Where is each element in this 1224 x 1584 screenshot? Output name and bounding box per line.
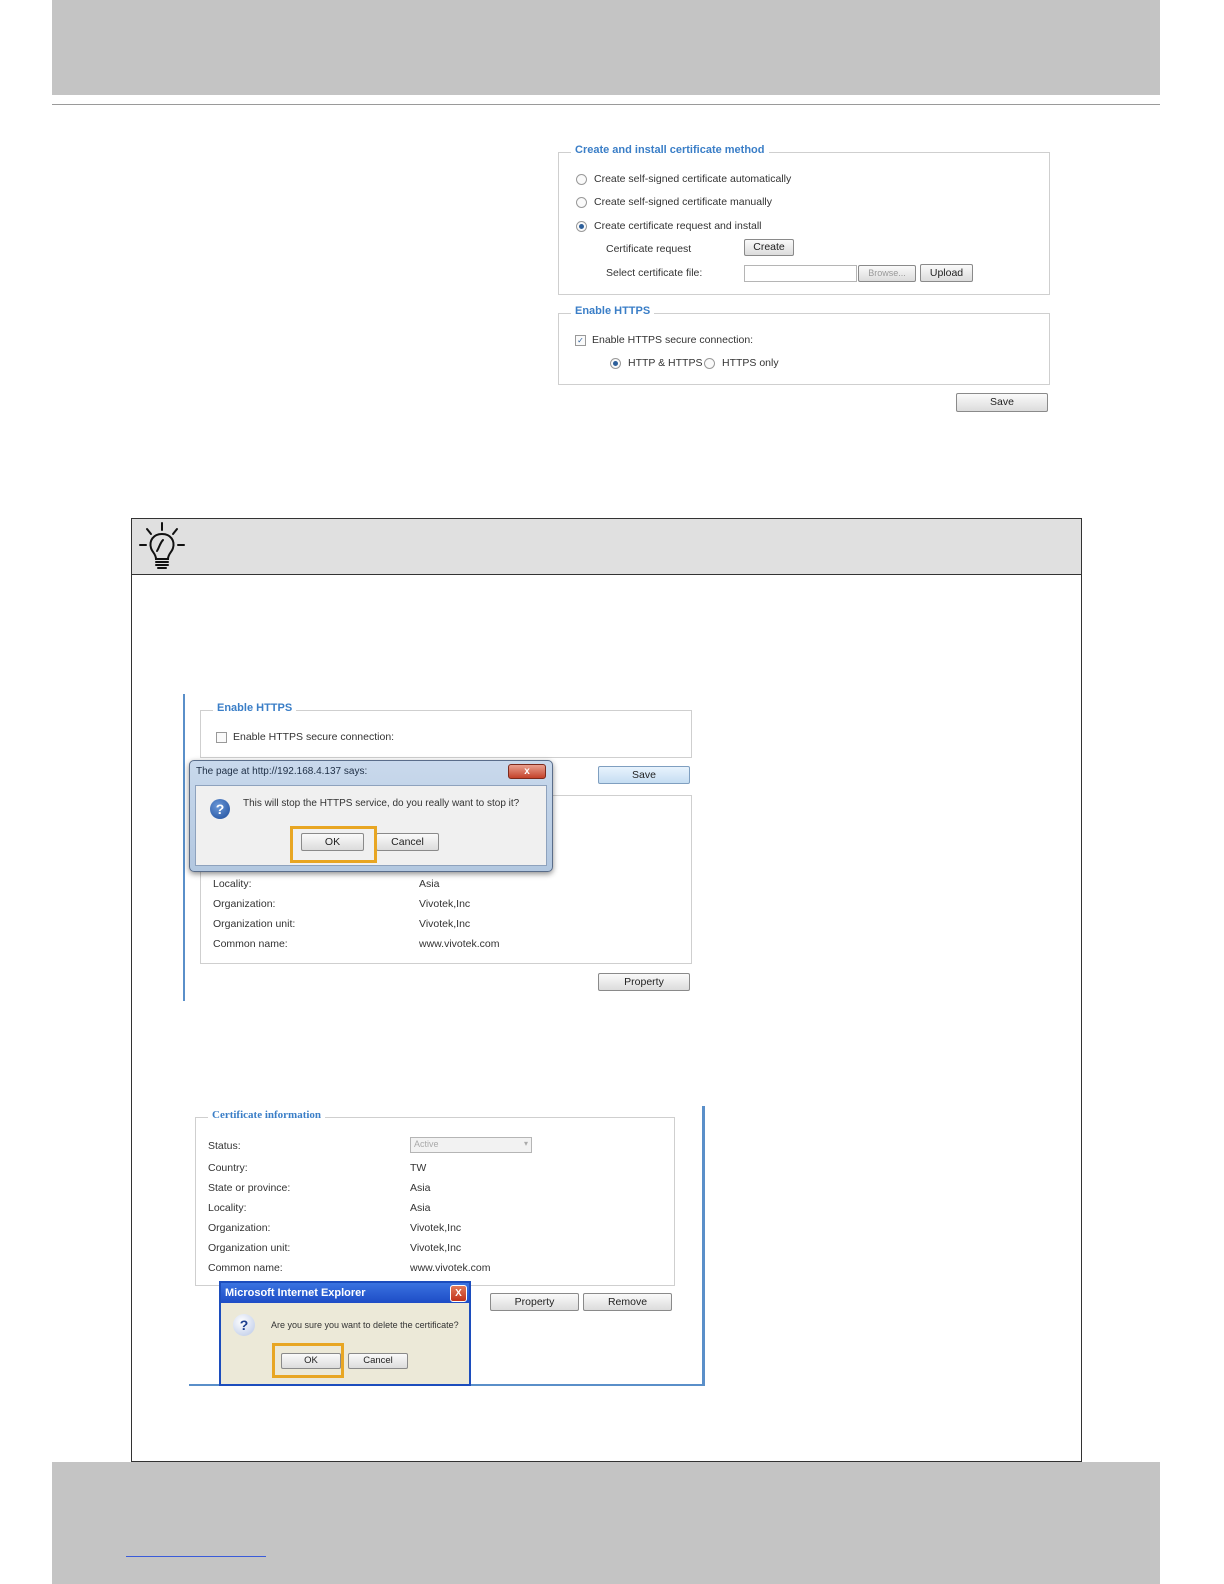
- upload-button[interactable]: Upload: [920, 264, 973, 282]
- enable-https-label: Enable HTTPS secure connection:: [233, 731, 395, 743]
- info-value: Vivotek,Inc: [410, 1242, 462, 1254]
- status-label: Status:: [208, 1140, 241, 1152]
- enable-https-panel: [200, 702, 692, 758]
- ok-highlight: [272, 1343, 344, 1378]
- info-value: TW: [410, 1162, 427, 1174]
- info-value: Asia: [410, 1202, 431, 1214]
- info-value: Asia: [410, 1182, 431, 1194]
- option-label: Create self-signed certificate manually: [594, 196, 772, 208]
- remove-button[interactable]: Remove: [583, 1293, 672, 1311]
- ok-highlight: [290, 826, 377, 863]
- mode-label: HTTP & HTTPS: [628, 357, 703, 369]
- dialog-title: Microsoft Internet Explorer: [221, 1283, 469, 1303]
- tip-box: [131, 518, 1082, 1462]
- frame-edge: [183, 694, 185, 1001]
- enable-https-checkbox-row[interactable]: [575, 334, 753, 346]
- radio-selected-icon[interactable]: [576, 221, 587, 232]
- screenshot-disable-https: [183, 694, 693, 1001]
- info-value: www.vivotek.com: [419, 938, 500, 950]
- close-icon[interactable]: X: [450, 1285, 467, 1302]
- info-value: Asia: [419, 878, 440, 890]
- page-header-bar: [52, 0, 1160, 95]
- radio-icon[interactable]: [576, 197, 587, 208]
- property-button[interactable]: Property: [598, 973, 690, 991]
- option-label: Create self-signed certificate automatically: [594, 173, 792, 185]
- mode-label: HTTPS only: [722, 357, 779, 369]
- info-label: Country:: [208, 1162, 248, 1174]
- info-value: Vivotek,Inc: [419, 918, 471, 930]
- close-icon[interactable]: x: [508, 764, 546, 779]
- info-label: Common name:: [213, 938, 288, 950]
- tip-header: [132, 519, 1081, 575]
- lightbulb-icon: [136, 521, 188, 573]
- option-label: Create certificate request and install: [594, 220, 762, 232]
- question-icon: ?: [210, 799, 230, 819]
- dialog-message: This will stop the HTTPS service, do you really want to stop it?: [243, 798, 520, 809]
- info-label: Organization:: [213, 898, 276, 910]
- page-footer-bar: [52, 1462, 1160, 1584]
- header-divider: [52, 104, 1160, 105]
- save-button[interactable]: Save: [956, 393, 1048, 412]
- option-request-install[interactable]: [576, 220, 762, 232]
- info-value: Vivotek,Inc: [410, 1222, 462, 1234]
- certificate-request-label: Certificate request: [606, 243, 692, 255]
- dialog-message: Are you sure you want to delete the certificate?: [271, 1320, 459, 1330]
- select-file-label: Select certificate file:: [606, 267, 703, 279]
- info-label: Organization unit:: [208, 1242, 291, 1254]
- ok-button[interactable]: OK: [301, 833, 364, 851]
- mode-http-https[interactable]: [610, 357, 702, 369]
- option-manual[interactable]: [576, 196, 772, 208]
- mode-https-only[interactable]: [704, 357, 779, 369]
- info-value: Vivotek,Inc: [419, 898, 471, 910]
- panel-legend: Enable HTTPS: [571, 305, 654, 317]
- chevron-down-icon: ▾: [523, 1139, 528, 1148]
- property-button[interactable]: Property: [490, 1293, 579, 1311]
- browse-button[interactable]: Browse...: [858, 265, 916, 282]
- info-label: State or province:: [208, 1182, 291, 1194]
- dialog-title: The page at http://192.168.4.137 says:: [196, 766, 368, 777]
- certificate-file-input[interactable]: [744, 265, 857, 282]
- panel-legend: Create and install certificate method: [571, 144, 769, 156]
- delete-certificate-dialog: [219, 1281, 471, 1386]
- enable-https-label: Enable HTTPS secure connection:: [592, 334, 754, 346]
- panel-legend: Certificate information: [208, 1109, 325, 1121]
- radio-icon[interactable]: [704, 358, 715, 369]
- checkbox-checked-icon[interactable]: ✓: [575, 335, 586, 346]
- cancel-button[interactable]: Cancel: [348, 1353, 408, 1369]
- radio-icon[interactable]: [576, 174, 587, 185]
- panel-legend: Enable HTTPS: [213, 702, 296, 714]
- info-label: Organization:: [208, 1222, 271, 1234]
- enable-https-checkbox-row[interactable]: [216, 731, 394, 743]
- cancel-button[interactable]: Cancel: [376, 833, 439, 851]
- info-label: Common name:: [208, 1262, 283, 1274]
- status-value: Active: [414, 1139, 439, 1149]
- question-icon: ?: [233, 1314, 255, 1336]
- info-label: Organization unit:: [213, 918, 296, 930]
- radio-selected-icon[interactable]: [610, 358, 621, 369]
- save-button[interactable]: Save: [598, 766, 690, 784]
- create-button[interactable]: Create: [744, 239, 794, 256]
- option-auto[interactable]: [576, 173, 791, 185]
- checkbox-icon[interactable]: [216, 732, 227, 743]
- frame-edge: [702, 1106, 705, 1386]
- ok-button[interactable]: OK: [281, 1353, 341, 1369]
- info-value: www.vivotek.com: [410, 1262, 491, 1274]
- enable-https-panel: [558, 305, 1050, 385]
- certificate-method-panel: [558, 144, 1050, 295]
- footer-link-underline[interactable]: [126, 1556, 266, 1557]
- screenshot-delete-certificate: [189, 1106, 705, 1386]
- info-label: Locality:: [208, 1202, 247, 1214]
- certificate-info-panel: [195, 1109, 675, 1286]
- status-select[interactable]: [410, 1137, 532, 1153]
- info-label: Locality:: [213, 878, 252, 890]
